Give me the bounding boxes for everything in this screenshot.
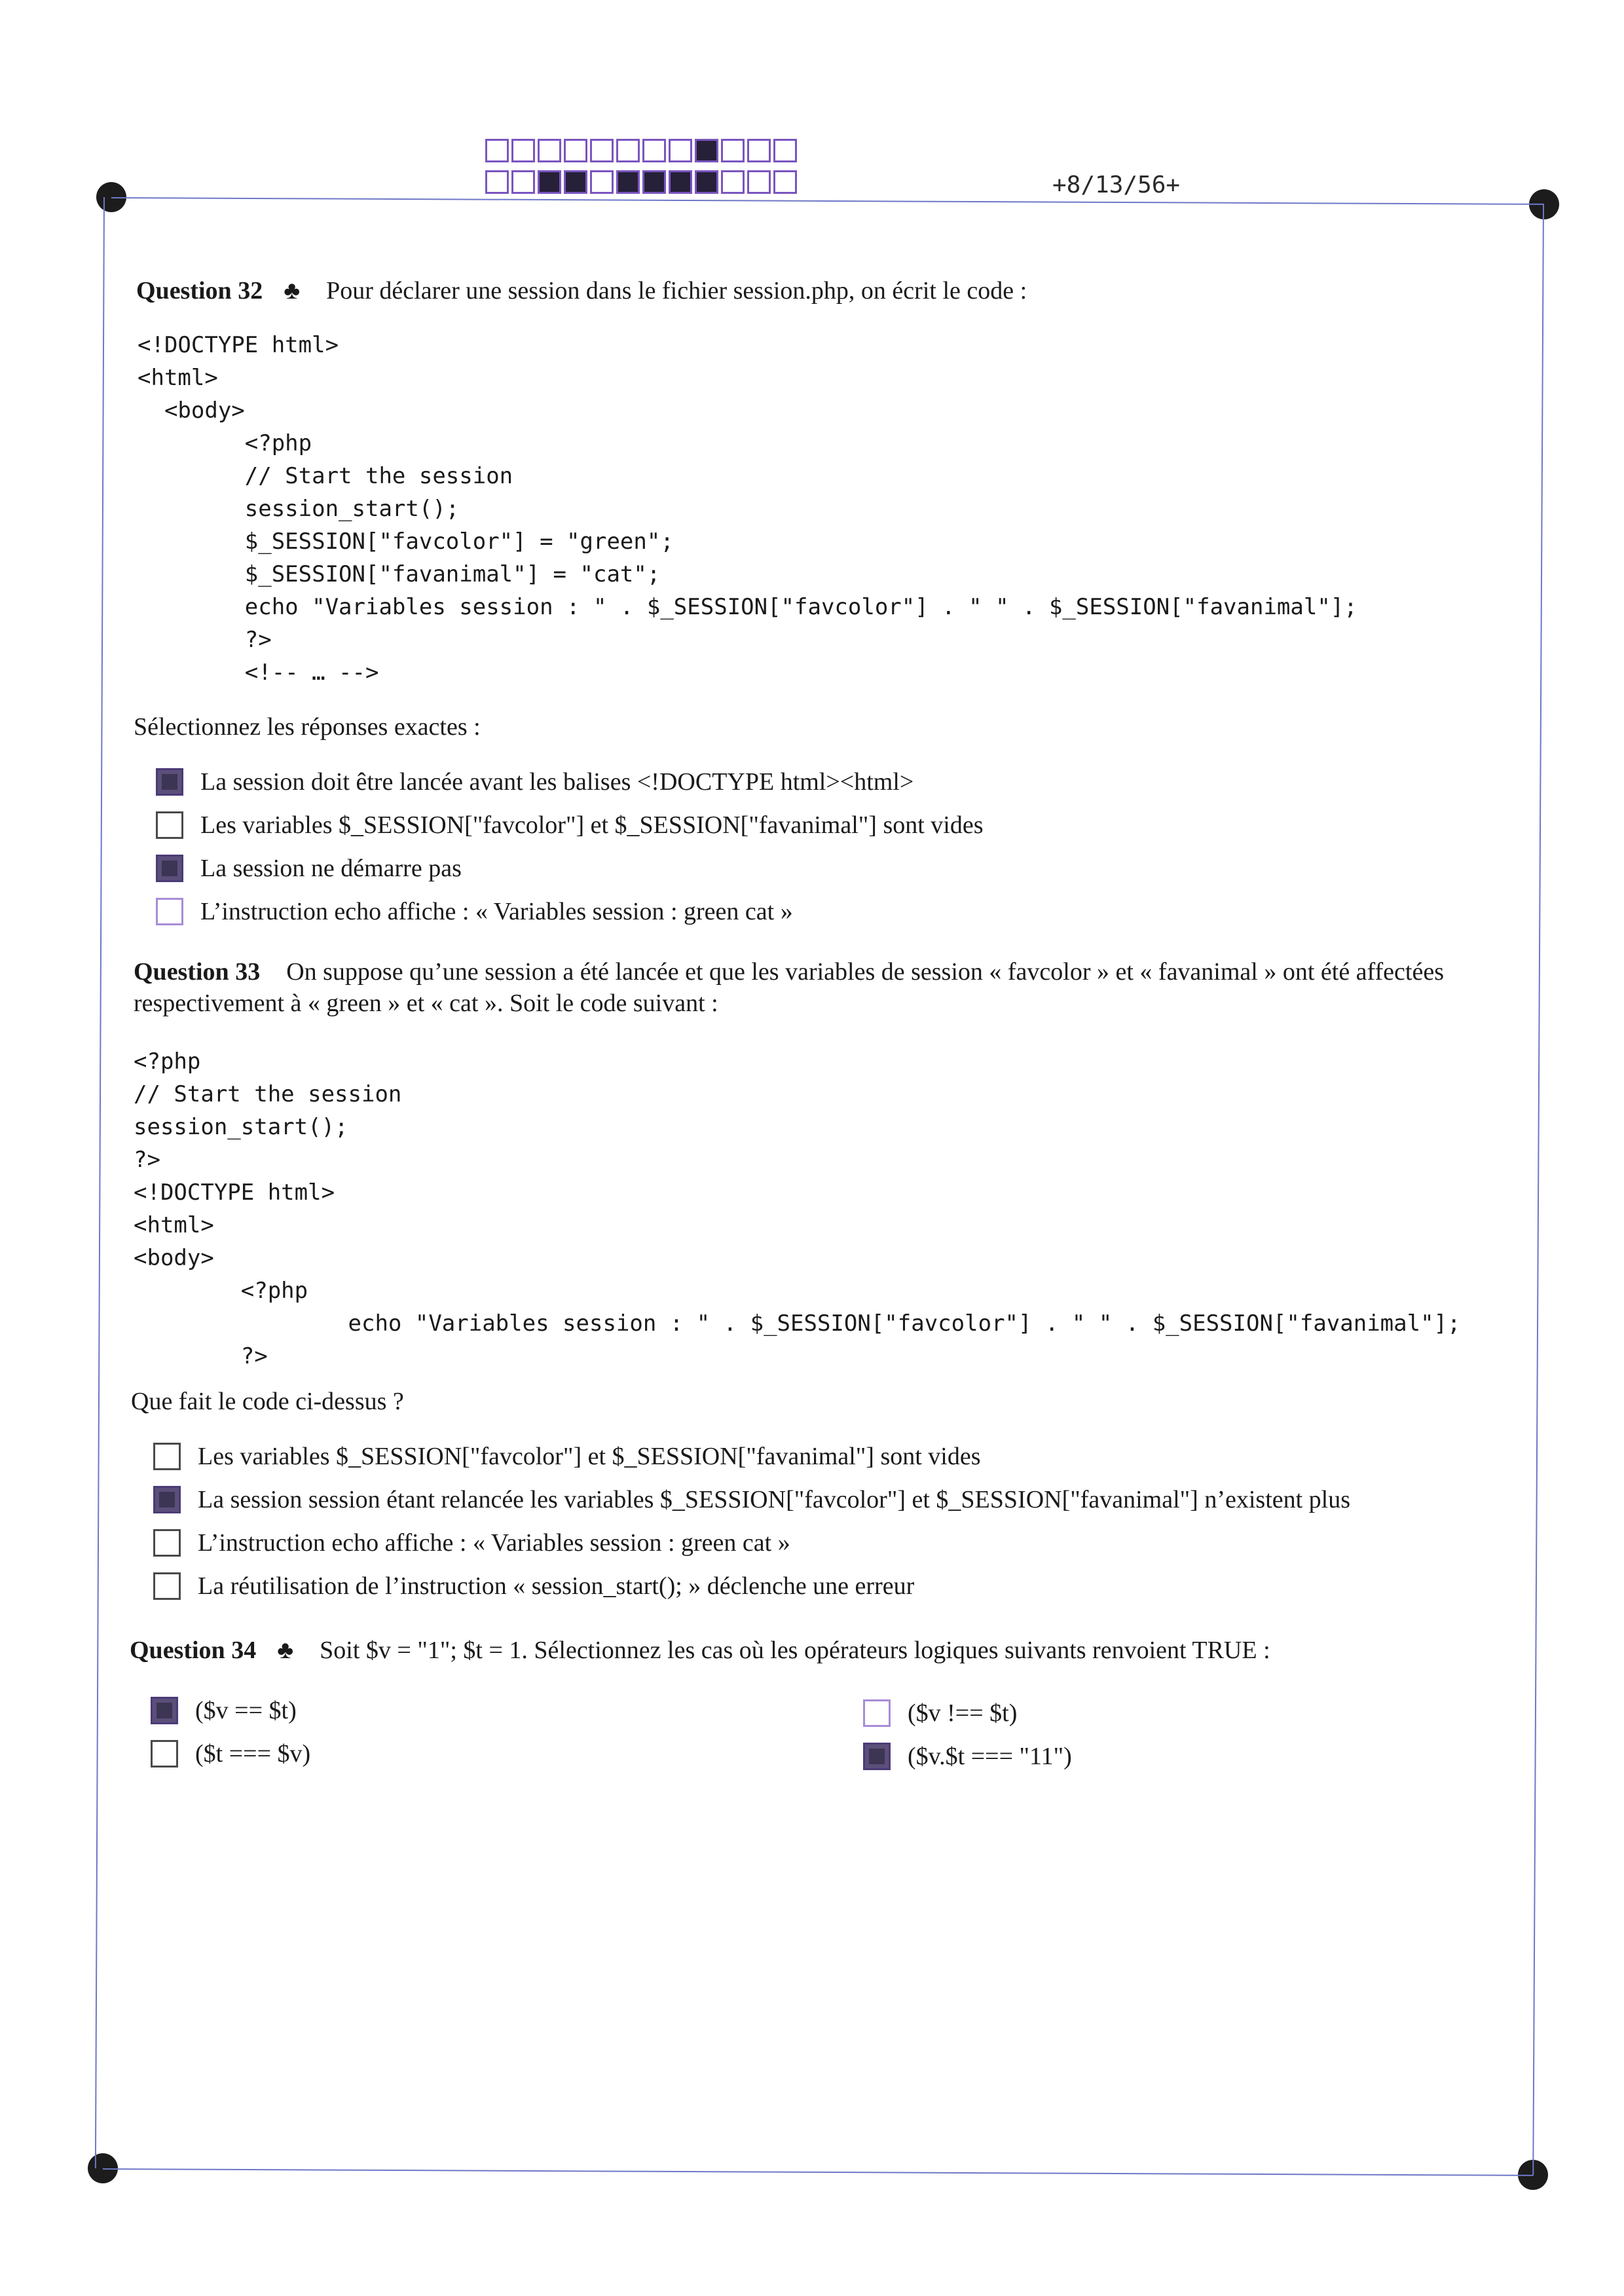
question-33-header bbox=[134, 956, 1535, 1019]
id-grid-cell[interactable] bbox=[485, 139, 509, 162]
q32-option-2-label: Les variables $_SESSION["favcolor"] et $_SESSION["favanimal"] sont vides bbox=[200, 811, 984, 839]
question-number: Question 34 bbox=[130, 1637, 257, 1664]
id-grid-cell[interactable] bbox=[590, 139, 614, 162]
q33-checkbox-4[interactable] bbox=[153, 1572, 181, 1600]
q33-checkbox-2[interactable] bbox=[153, 1486, 181, 1513]
q33-option-1[interactable] bbox=[153, 1441, 981, 1472]
q33-option-4-label: La réutilisation de l’instruction « session_start(); » déclenche une erreur bbox=[198, 1572, 915, 1600]
question-text: On suppose qu’une session a été lancée et que les variables de session « favcolor » et « favanimal » ont été affectées respectivement à « green » et « cat ». Soit le code suivant : bbox=[134, 958, 1444, 1017]
id-grid-cell[interactable] bbox=[616, 139, 640, 162]
q34-option-1[interactable] bbox=[151, 1695, 297, 1726]
q32-option-3[interactable] bbox=[156, 853, 462, 884]
q33-option-1-label: Les variables $_SESSION["favcolor"] et $_SESSION["favanimal"] sont vides bbox=[198, 1443, 981, 1470]
frame-bottom-line bbox=[103, 2168, 1533, 2176]
q33-checkbox-1[interactable] bbox=[153, 1443, 181, 1470]
q34-checkbox-3[interactable] bbox=[863, 1699, 891, 1727]
q33-option-2-label: La session session étant relancée les variables $_SESSION["favcolor"] et $_SESSION["favanimal"] n’existent plus bbox=[198, 1486, 1351, 1513]
id-grid-cell[interactable] bbox=[564, 170, 587, 194]
id-grid-cell[interactable] bbox=[538, 139, 561, 162]
question-32-code: <!DOCTYPE html> <html> <body> <?php // Start the session session_start(); $_SESSION["favcolor"] = "green"; $_SESSION["favanimal"] = "cat"; echo "Variables session : " . $_SESSION["favcolor"] . " " . $_SESSION["favanimal"]; ?> <!-- … --> bbox=[138, 332, 1357, 686]
question-33-prompt: Que fait le code ci-dessus ? bbox=[131, 1388, 404, 1415]
q33-option-4[interactable] bbox=[153, 1570, 914, 1602]
frame-top-line bbox=[111, 197, 1544, 205]
q32-option-1-label: La session doit être lancée avant les balises <!DOCTYPE html><html> bbox=[200, 768, 914, 796]
id-grid-cell[interactable] bbox=[590, 170, 614, 194]
frame-right-line bbox=[1532, 204, 1544, 2176]
id-grid-cell[interactable] bbox=[747, 170, 771, 194]
q34-option-4[interactable] bbox=[863, 1741, 1072, 1772]
id-grid-cell[interactable] bbox=[616, 170, 640, 194]
id-grid-cell[interactable] bbox=[511, 139, 535, 162]
club-icon: ♣ bbox=[277, 1637, 294, 1664]
frame-left-line bbox=[95, 197, 105, 2168]
q34-checkbox-4[interactable] bbox=[863, 1743, 891, 1770]
q32-option-2[interactable] bbox=[156, 809, 984, 841]
id-grid-cell[interactable] bbox=[695, 139, 718, 162]
question-34-header bbox=[130, 1635, 1270, 1666]
q32-checkbox-1[interactable] bbox=[156, 768, 183, 796]
id-grid-cell[interactable] bbox=[773, 139, 797, 162]
q32-checkbox-2[interactable] bbox=[156, 811, 183, 839]
id-grid-cell[interactable] bbox=[511, 170, 535, 194]
q32-option-3-label: La session ne démarre pas bbox=[200, 855, 462, 882]
page-code: +8/13/56+ bbox=[1052, 172, 1181, 198]
q33-option-2[interactable] bbox=[153, 1484, 1350, 1515]
q33-option-3[interactable] bbox=[153, 1527, 790, 1559]
q33-option-3-label: L’instruction echo affiche : « Variables session : green cat » bbox=[198, 1529, 790, 1557]
id-grid-cell[interactable] bbox=[721, 170, 745, 194]
q32-checkbox-3[interactable] bbox=[156, 855, 183, 882]
id-grid-cell[interactable] bbox=[642, 139, 666, 162]
id-grid-cell[interactable] bbox=[485, 170, 509, 194]
q33-checkbox-3[interactable] bbox=[153, 1529, 181, 1557]
question-number: Question 32 bbox=[136, 277, 263, 305]
id-grid-cell[interactable] bbox=[538, 170, 561, 194]
q34-option-2-label: ($t === $v) bbox=[195, 1740, 311, 1768]
question-text: Pour déclarer une session dans le fichier session.php, on écrit le code : bbox=[326, 277, 1027, 305]
q34-option-3-label: ($v !== $t) bbox=[908, 1699, 1018, 1727]
id-grid-cell[interactable] bbox=[721, 139, 745, 162]
q34-option-3[interactable] bbox=[863, 1697, 1017, 1729]
id-grid-cell[interactable] bbox=[669, 170, 692, 194]
q32-option-4-label: L’instruction echo affiche : « Variables session : green cat » bbox=[200, 898, 793, 925]
q32-option-4[interactable] bbox=[156, 896, 793, 927]
id-grid-cell[interactable] bbox=[773, 170, 797, 194]
id-grid-cell[interactable] bbox=[747, 139, 771, 162]
id-grid-cell[interactable] bbox=[642, 170, 666, 194]
q34-checkbox-1[interactable] bbox=[151, 1697, 178, 1724]
q32-checkbox-4[interactable] bbox=[156, 898, 183, 925]
question-32-header bbox=[136, 275, 1027, 306]
question-number: Question 33 bbox=[134, 958, 261, 986]
q34-option-4-label: ($v.$t === "11") bbox=[908, 1743, 1072, 1770]
id-grid-cell[interactable] bbox=[695, 170, 718, 194]
question-33-code: <?php // Start the session session_start(); ?> <!DOCTYPE html> <html> <body> <?php echo "Variables session : " . $_SESSION["favcolor"] . " " . $_SESSION["favanimal"]; ?> bbox=[134, 1048, 1461, 1369]
id-grid-cell[interactable] bbox=[564, 139, 587, 162]
q32-option-1[interactable] bbox=[156, 766, 913, 798]
question-32-prompt: Sélectionnez les réponses exactes : bbox=[134, 713, 481, 741]
student-id-grid-row-1 bbox=[485, 139, 800, 165]
question-text: Soit $v = "1"; $t = 1. Sélectionnez les cas où les opérateurs logiques suivants renvoient TRUE : bbox=[320, 1637, 1270, 1664]
student-id-grid-row-2 bbox=[485, 170, 800, 196]
q34-checkbox-2[interactable] bbox=[151, 1740, 178, 1768]
q34-option-2[interactable] bbox=[151, 1738, 310, 1769]
id-grid-cell[interactable] bbox=[669, 139, 692, 162]
q34-option-1-label: ($v == $t) bbox=[195, 1697, 297, 1724]
club-icon: ♣ bbox=[284, 277, 301, 305]
